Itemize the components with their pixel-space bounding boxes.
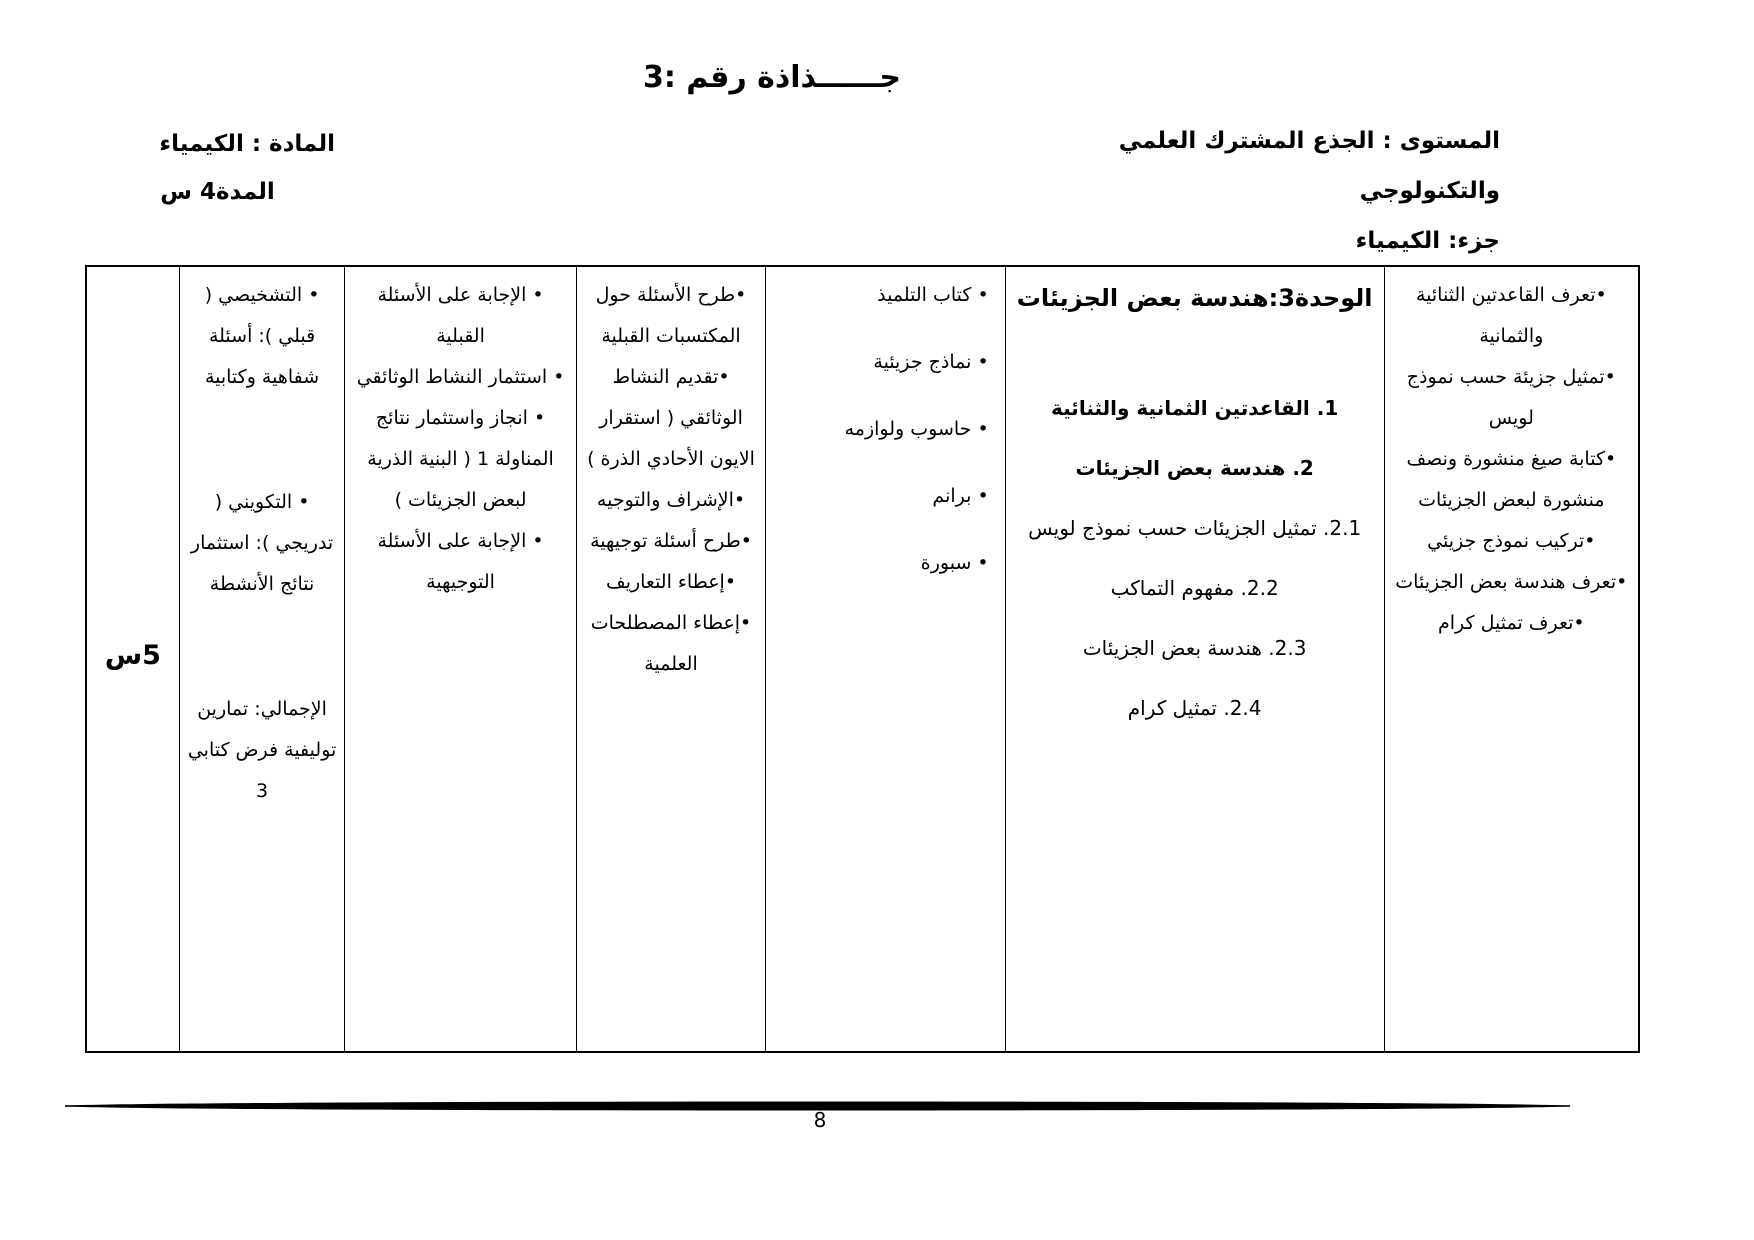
list-item: •تمثيل جزيئة حسب نموذج لويس: [1406, 366, 1616, 429]
level-line: المستوى : الجذع المشترك العلمي والتكنولوجي: [1118, 128, 1500, 204]
header-left-block: [100, 120, 335, 216]
list-item: • حاسوب ولوازمه: [844, 418, 989, 440]
page-number: 8: [813, 1108, 827, 1132]
list-item: •تعرف تمثيل كرام: [1438, 612, 1585, 634]
list-item: • نماذج جزيئية: [873, 351, 989, 373]
column-teacher-activities: [576, 267, 766, 1051]
list-item: 1. القاعدتين الثمانية والثنائية: [1051, 396, 1339, 420]
list-item: •إعطاء المصطلحات العلمية: [590, 612, 752, 675]
list-item: •تعرف هندسة بعض الجزيئات: [1395, 571, 1628, 593]
part-line: جزء: الكيمياء: [1355, 228, 1500, 254]
list-item: 2.4. تمثيل كرام: [1127, 696, 1262, 720]
list-item: •إعطاء التعاريف: [605, 571, 737, 593]
list-item: 2. هندسة بعض الجزيئات: [1075, 456, 1314, 480]
list-item: •كتابة صيغ منشورة ونصف منشورة لبعض الجزيئات: [1406, 448, 1617, 511]
list-item: • التشخيصي ( قبلي ): أسئلة شفاهية وكتابية: [204, 284, 320, 388]
column-learner-activities: [344, 267, 575, 1051]
list-item: الإجمالي: تمارين توليفية فرض كتابي 3: [187, 698, 337, 802]
list-item: 2.2. مفهوم التماكب: [1110, 576, 1279, 600]
list-item: •الإشراف والتوجيه: [596, 489, 746, 511]
content-sub-items: [1012, 508, 1378, 728]
unit-title: الوحدة3:هندسة بعض الجزيئات: [1016, 284, 1373, 312]
list-item: • الإجابة على الأسئلة التوجيهية: [377, 530, 544, 593]
list-item: • انجاز واستثمار نتائج المناولة 1 ( البنية الذرية لبعض الجزيئات ): [367, 407, 554, 511]
list-item: •تقديم النشاط الوثائقي ( استقرار الايون الأحادي الذرة ): [587, 366, 755, 470]
list-item: • برانم: [932, 485, 989, 507]
column-duration: [87, 267, 179, 1051]
list-item: •تركيب نموذج جزيئي: [1427, 530, 1596, 552]
duration-value: 5س: [104, 640, 161, 671]
list-item: •تعرف القاعدتين الثنائية والثمانية: [1415, 284, 1607, 347]
column-objectives: [1384, 267, 1638, 1051]
list-item: •طرح الأسئلة حول المكتسبات القبلية: [595, 284, 747, 347]
header-right-block: [1020, 116, 1500, 266]
page-title: جــــــذاذة رقم :3: [642, 60, 902, 95]
column-content: [1005, 267, 1384, 1051]
content-main-items: [1012, 388, 1378, 488]
subject-line: المادة : الكيمياء: [159, 131, 335, 157]
duration-line: المدة4 س: [160, 179, 275, 205]
column-teaching-aids: [765, 267, 1004, 1051]
list-item: •طرح أسئلة توجيهية: [590, 530, 752, 552]
footer-decorative-rule: [65, 1096, 1570, 1106]
list-item: • سبورة: [920, 552, 989, 574]
list-item: 2.3. هندسة بعض الجزيئات: [1082, 636, 1307, 660]
column-assessment: [179, 267, 345, 1051]
list-item: 2.1. تمثيل الجزيئات حسب نموذج لويس: [1028, 516, 1362, 540]
list-item: • استثمار النشاط الوثائقي: [356, 366, 565, 388]
list-item: • كتاب التلميذ: [877, 284, 989, 306]
list-item: • الإجابة على الأسئلة القبلية: [377, 284, 544, 347]
lesson-plan-table: [85, 265, 1640, 1053]
list-item: • التكويني ( تدريجي ): استثمار نتائج الأنشطة: [190, 491, 334, 595]
